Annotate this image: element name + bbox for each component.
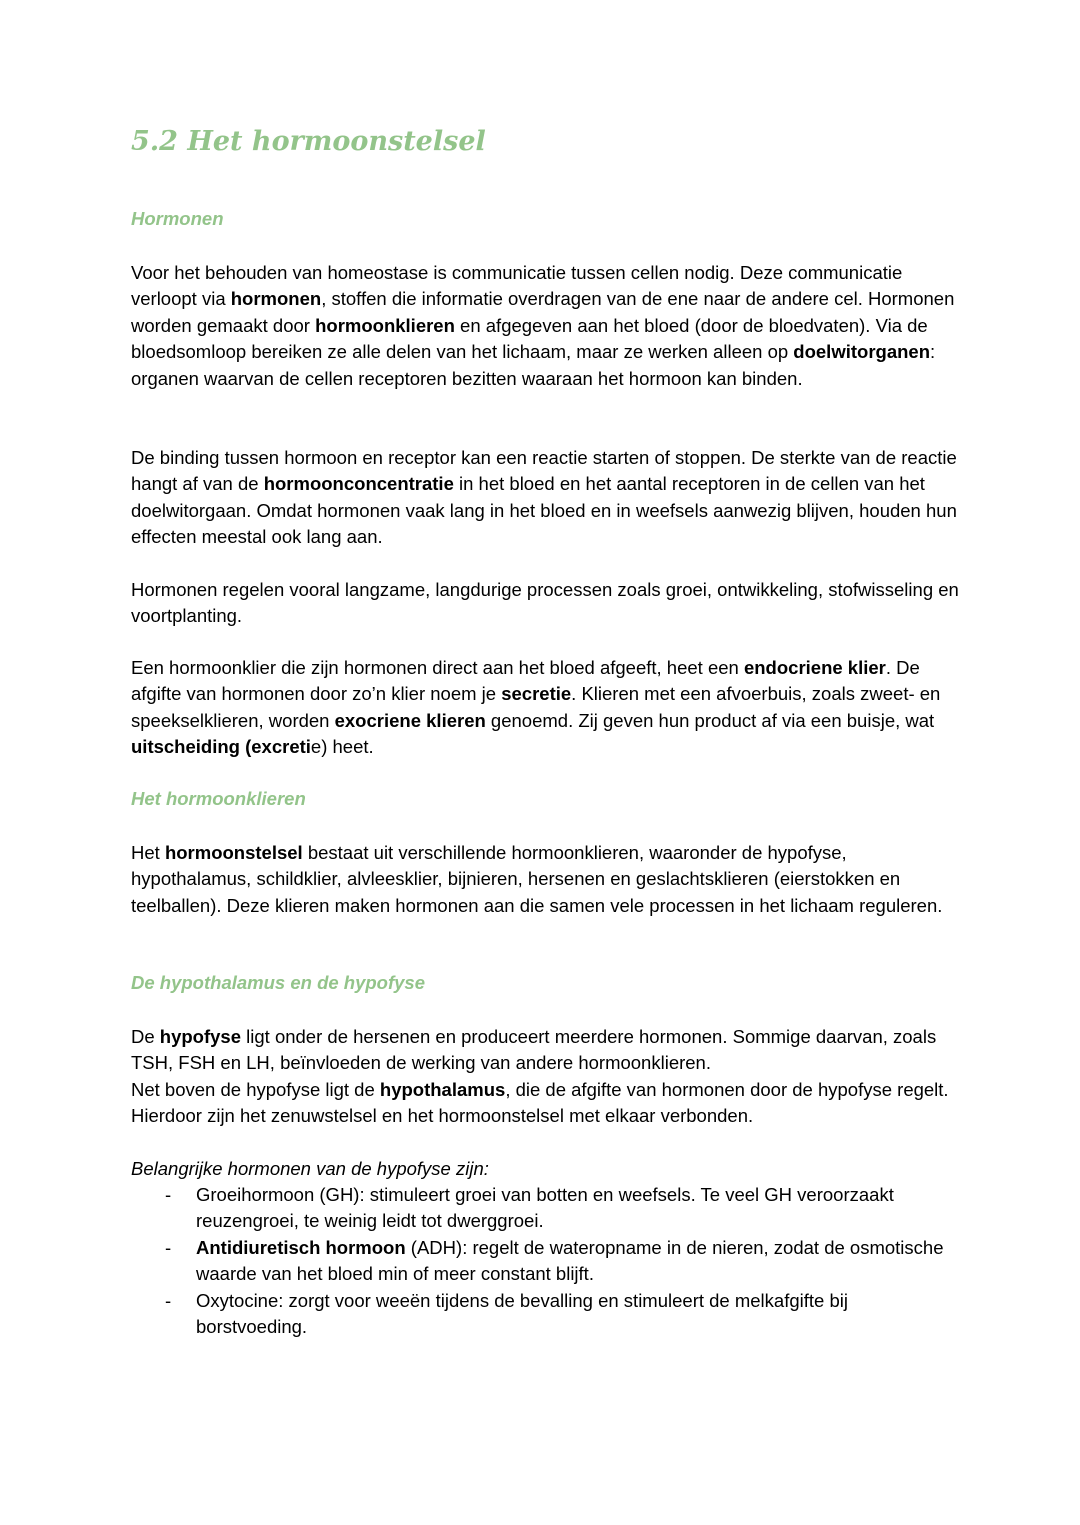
text-run: genoemd. Zij geven hun product af via een buisje, wat	[485, 709, 935, 731]
paragraph-hormonen-1	[131, 260, 961, 392]
item-text: (ADH): regelt de wateropname in de nieren, zodat de osmotische waarde van het bloed min of meer constant blijft.	[196, 1236, 944, 1285]
paragraph-hypo-1	[131, 1024, 961, 1077]
list-label: Belangrijke hormonen van de hypofyse zijn:	[131, 1158, 489, 1179]
list-item	[131, 1288, 961, 1341]
bold-term: uitscheiding (excreti	[131, 736, 311, 758]
item-text: Groeihormoon (GH): stimuleert groei van botten en weefsels. Te veel GH veroorzaakt reuzengroei, te weinig leidt tot dwerggroei.	[196, 1184, 894, 1232]
text-run: Net boven de hypofyse ligt de	[131, 1079, 380, 1100]
text-run: en afgegeven aan het bloed (door de bloedvaten). Via de bloedsomloop bereiken ze alle delen van het lichaam, maar ze werken alleen op	[131, 314, 928, 363]
paragraph-hormonen-3: Hormonen regelen vooral langzame, langdurige processen zoals groei, ontwikkeling, stofwisseling en voortplanting.	[131, 579, 959, 627]
text-run: ligt onder de hersenen en produceert meerdere hormonen. Sommige daarvan, zoals TSH, FSH en LH, beïnvloeden de werking van andere hormoonklieren.	[131, 1026, 937, 1074]
section-heading-klieren: Het hormoonklieren	[131, 788, 306, 809]
bold-term: hormoonstelsel	[164, 842, 303, 863]
text-run: , die de afgifte van hormonen door de hypofyse regelt. Hierdoor zijn het zenuwstelsel en het hormoonstelsel met elkaar verbonden.	[131, 1079, 949, 1127]
page-title: 5.2 Het hormoonstelsel	[131, 126, 486, 157]
bold-term: endocriene klier	[743, 657, 886, 678]
text-run: in het bloed en het aantal receptoren in de cellen van het doelwitorgaan. Omdat hormonen vaak lang in het bloed en in weefsels aanwezig blijven, houden hun effecten meestal ook lang aan.	[131, 473, 957, 548]
text-run: Het	[131, 842, 165, 863]
text-run: De binding tussen hormoon en receptor kan een reactie starten of stoppen. De sterkte van de reactie hangt af van de	[131, 447, 957, 495]
bold-term: doelwitorganen	[793, 341, 930, 363]
paragraph-klieren-1	[131, 840, 961, 919]
paragraph-hypo-2	[131, 1077, 961, 1130]
text-run: Voor het behouden van homeostase is communicatie tussen cellen nodig. Deze communicatie verloopt via	[131, 262, 903, 310]
section-heading-hypo: De hypothalamus en de hypofyse	[131, 972, 426, 993]
bold-term: hypofyse	[159, 1026, 242, 1047]
text-run: , stoffen die informatie overdragen van de ene naar de andere cel. Hormonen worden gemaakt door	[131, 288, 955, 336]
text-run: . De afgifte van hormonen door zo’n klier noem je	[131, 657, 920, 705]
paragraph-hormonen-4	[131, 655, 961, 761]
hormone-list	[131, 1182, 961, 1340]
text-run: Een hormoonklier die zijn hormonen direct aan het bloed afgeeft, heet een	[131, 657, 744, 678]
bold-term: hypothalamus	[379, 1079, 506, 1100]
bold-term: hormoonconcentratie	[263, 473, 454, 495]
text-run: De	[131, 1026, 160, 1047]
dash-marker: -	[165, 1184, 172, 1205]
section-heading-hormonen: Hormonen	[131, 208, 224, 229]
bold-term: hormoonklieren	[315, 314, 455, 336]
bold-term: secretie	[501, 683, 572, 705]
text-run: . Klieren met een afvoerbuis, zoals zweet- en speekselklieren, worden	[131, 683, 941, 731]
dash-marker: -	[165, 1289, 172, 1311]
list-item	[131, 1182, 961, 1235]
bold-term: exocriene klieren	[334, 709, 486, 731]
dash-marker: -	[165, 1236, 172, 1258]
paragraph-hormonen-2	[131, 445, 961, 551]
text-run: : organen waarvan de cellen receptoren bezitten waaraan het hormoon kan binden.	[131, 341, 936, 389]
bold-term: hormonen	[230, 288, 322, 310]
list-item	[131, 1235, 961, 1288]
text-run: e) heet.	[310, 736, 374, 758]
item-text: Oxytocine: zorgt voor weeën tijdens de bevalling en stimuleert de melkafgifte bij borstvoeding.	[196, 1289, 848, 1338]
text-run: bestaat uit verschillende hormoonklieren, waaronder de hypofyse, hypothalamus, schildklier, alvleesklier, bijnieren, hersenen en geslachtsklieren (eierstokken en teelballen). Deze klieren maken hormonen aan die samen vele processen in het lichaam reguleren.	[131, 842, 943, 916]
bold-term: Antidiuretisch hormoon	[196, 1236, 406, 1258]
